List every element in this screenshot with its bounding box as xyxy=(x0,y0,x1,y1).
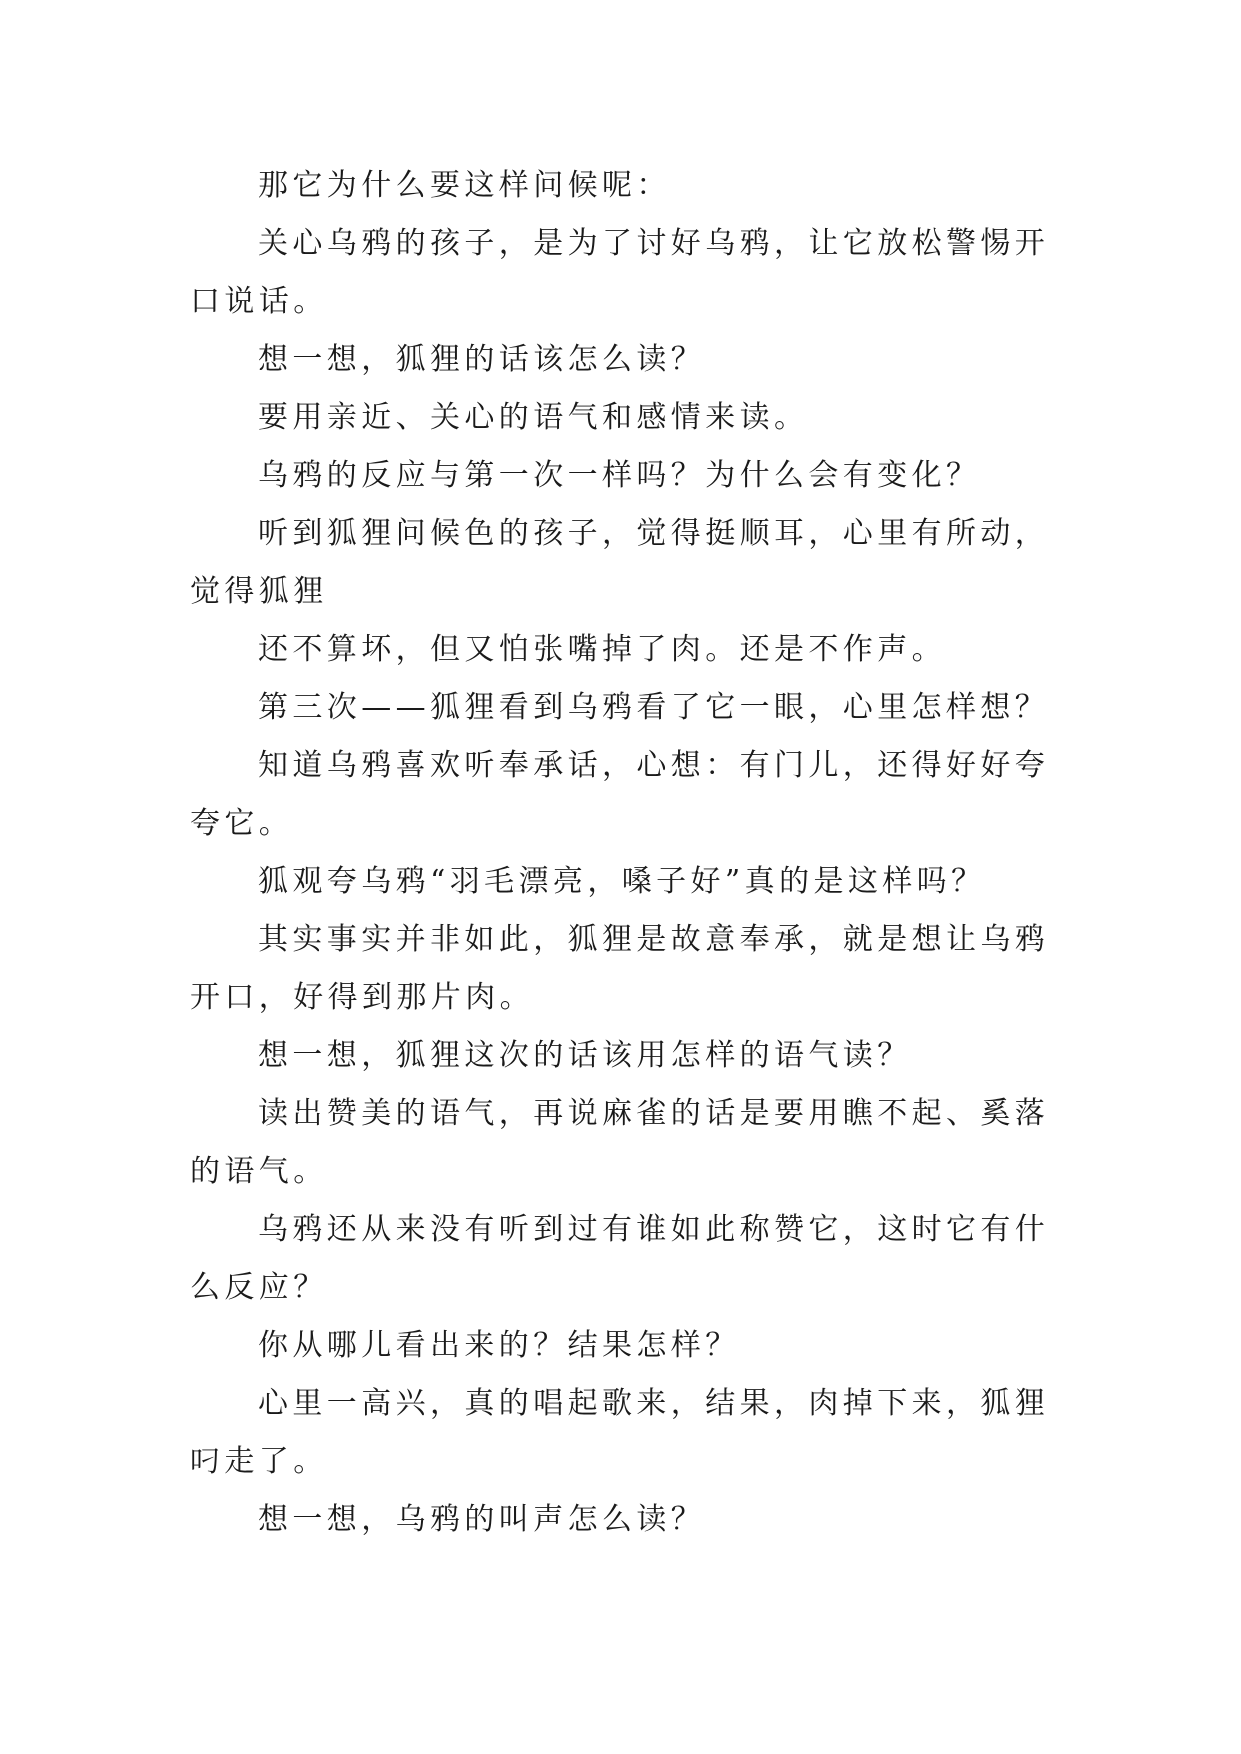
paragraph: 狐观夸乌鸦“羽毛漂亮，嗓子好”真的是这样吗？ xyxy=(258,864,986,899)
document-body xyxy=(190,157,1060,1549)
paragraph: 乌鸦的反应与第一次一样吗？为什么会有变化？ xyxy=(258,458,981,493)
paragraph: 心里一高兴，真的唱起歌来，结果，肉掉下来，狐狸叼走了。 xyxy=(190,1386,1050,1479)
paragraph: 其实事实并非如此，狐狸是故意奉承，就是想让乌鸦开口，好得到那片肉。 xyxy=(190,922,1050,1015)
paragraph: 要用亲近、关心的语气和感情来读。 xyxy=(258,400,809,435)
paragraph: 还不算坏，但又怕张嘴掉了肉。还是不作声。 xyxy=(258,632,946,667)
paragraph: 你从哪儿看出来的？结果怎样？ xyxy=(258,1328,740,1363)
paragraph: 关心乌鸦的孩子，是为了讨好乌鸦，让它放松警惕开口说话。 xyxy=(190,226,1050,319)
paragraph: 读出赞美的语气，再说麻雀的话是要用瞧不起、奚落的语气。 xyxy=(190,1096,1050,1189)
paragraph: 第三次——狐狸看到乌鸦看了它一眼，心里怎样想？ xyxy=(258,690,1050,725)
paragraph: 想一想，乌鸦的叫声怎么读？ xyxy=(258,1502,706,1537)
paragraph: 想一想，狐狸这次的话该用怎样的语气读？ xyxy=(258,1038,912,1073)
paragraph: 想一想，狐狸的话该怎么读？ xyxy=(258,342,706,377)
paragraph: 那它为什么要这样问候呢： xyxy=(258,168,671,203)
paragraph: 乌鸦还从来没有听到过有谁如此称赞它，这时它有什么反应？ xyxy=(190,1212,1050,1305)
paragraph: 听到狐狸问候色的孩子，觉得挺顺耳，心里有所动，觉得狐狸 xyxy=(190,516,1050,609)
paragraph: 知道乌鸦喜欢听奉承话，心想：有门儿，还得好好夸夸它。 xyxy=(190,748,1050,841)
